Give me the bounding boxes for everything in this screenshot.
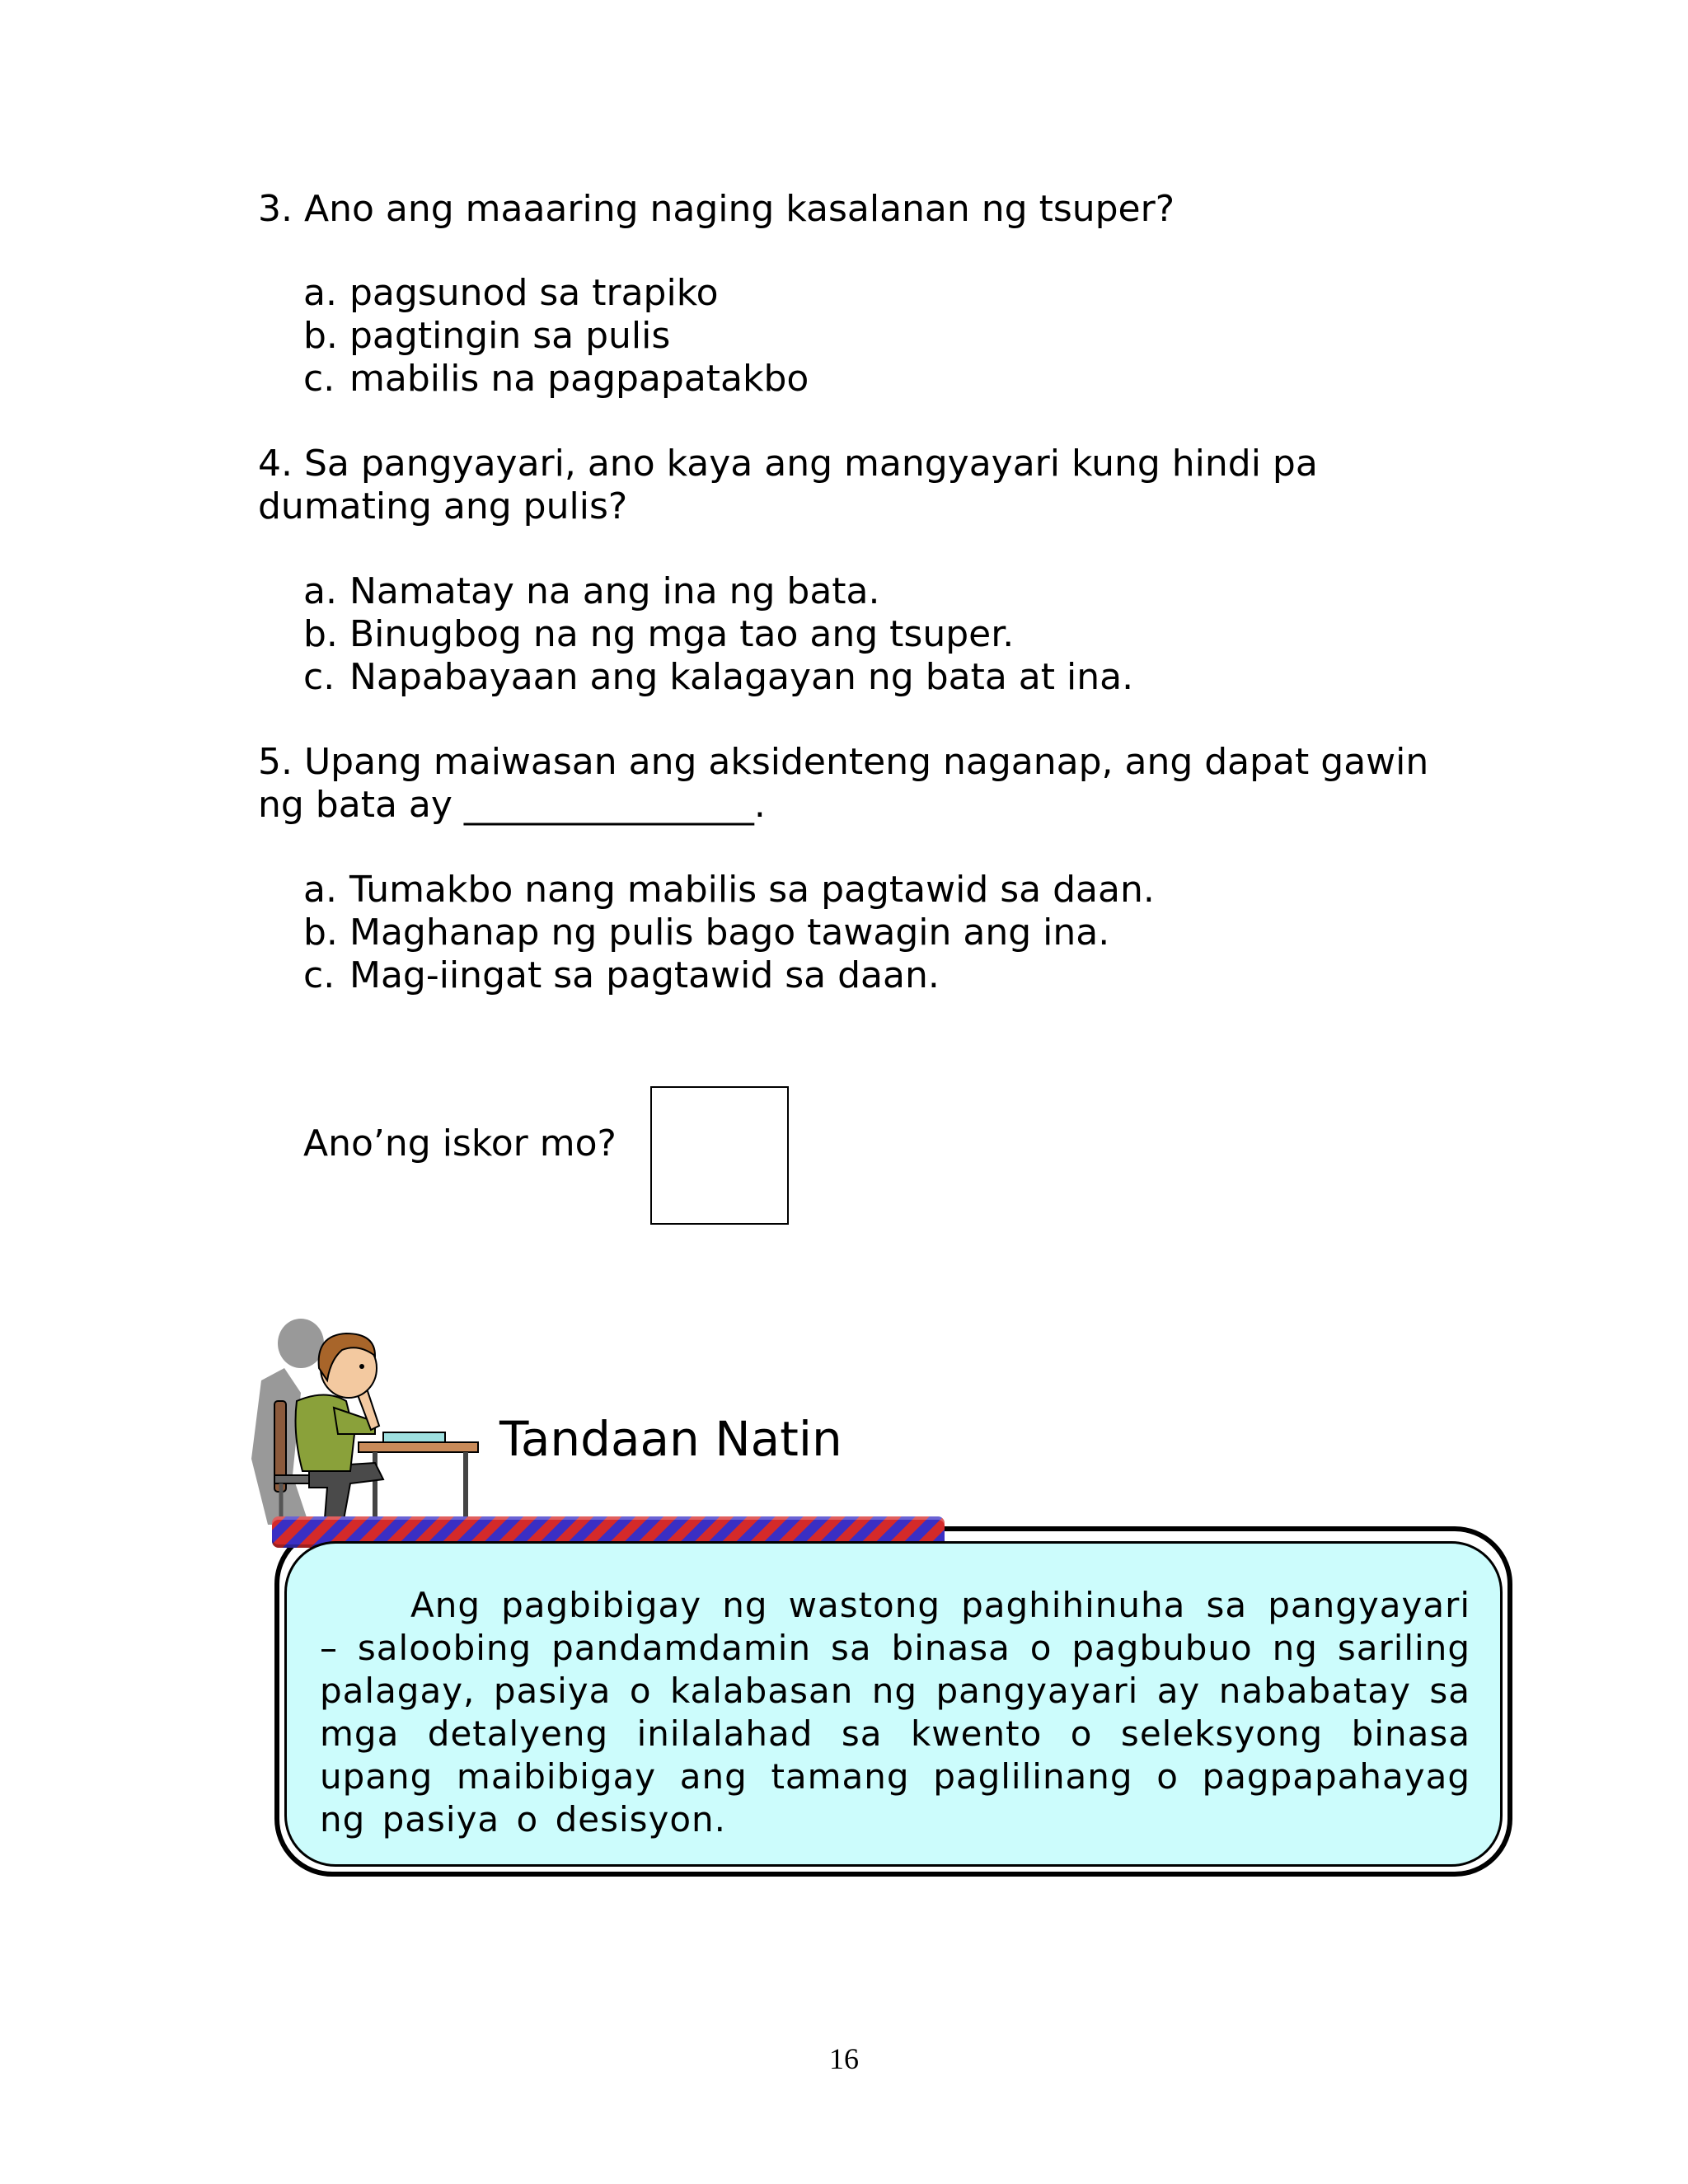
option-letter: b. <box>303 315 338 357</box>
page-number: 16 <box>829 2042 859 2075</box>
boy-thinking-at-desk-icon <box>251 1310 486 1541</box>
option-text: Namatay na ang ina ng bata. <box>349 570 880 612</box>
option-letter: c. <box>303 954 335 996</box>
note-body: Ang pagbibigay ng wastong paghihinuha sa pangyayari – saloobing pandamdamin sa binasa o pagbubuo ng sariling palagay, pasiya o kalabasan ng pangyayari ay nababatay sa mga detalyeng inilalahad sa kwento o seleksyong binasa upang maibibigay ang tamang paglilinang o pagpapahayag ng pasiya o desisyon. <box>320 1585 1470 1840</box>
option-text: mabilis na pagpapatakbo <box>349 358 809 400</box>
score-label: Ano’ng iskor mo? <box>303 1122 617 1165</box>
score-box[interactable] <box>650 1086 789 1225</box>
question-5-option-c <box>303 954 940 997</box>
option-letter: a. <box>303 272 337 314</box>
option-letter: c. <box>303 358 335 400</box>
option-text: Mag-iingat sa pagtawid sa daan. <box>349 954 940 996</box>
question-4-option-b <box>303 613 1014 656</box>
question-3-option-c <box>303 358 809 401</box>
question-5-option-b <box>303 912 1109 954</box>
note-text <box>320 1584 1470 1841</box>
question-3-option-b <box>303 315 670 358</box>
section-title: Tandaan Natin <box>499 1411 842 1467</box>
option-text: Napabayaan ang kalagayan ng bata at ina. <box>349 656 1134 698</box>
option-letter: a. <box>303 869 337 911</box>
option-text: Maghanap ng pulis bago tawagin ang ina. <box>349 912 1110 954</box>
option-letter: b. <box>303 912 338 954</box>
option-text: Tumakbo nang mabilis sa pagtawid sa daan. <box>349 869 1155 911</box>
question-3: 3. Ano ang maaaring naging kasalanan ng tsuper? <box>258 188 1175 230</box>
question-3-option-a <box>303 272 719 315</box>
question-5-option-a <box>303 869 1155 912</box>
question-4: 4. Sa pangyayari, ano kaya ang mangyayari kung hindi pa dumating ang pulis? <box>258 443 1318 527</box>
question-4-option-a <box>303 570 880 613</box>
option-letter: c. <box>303 656 335 698</box>
option-text: pagtingin sa pulis <box>349 315 671 357</box>
option-text: Binugbog na ng mga tao ang tsuper. <box>349 613 1015 655</box>
question-4-option-c <box>303 656 1133 699</box>
option-text: pagsunod sa trapiko <box>349 272 719 314</box>
option-letter: b. <box>303 613 338 655</box>
option-letter: a. <box>303 570 337 612</box>
question-5: 5. Upang maiwasan ang aksidenteng naganap, ang dapat gawin ng bata ay ________________. <box>258 741 1429 826</box>
